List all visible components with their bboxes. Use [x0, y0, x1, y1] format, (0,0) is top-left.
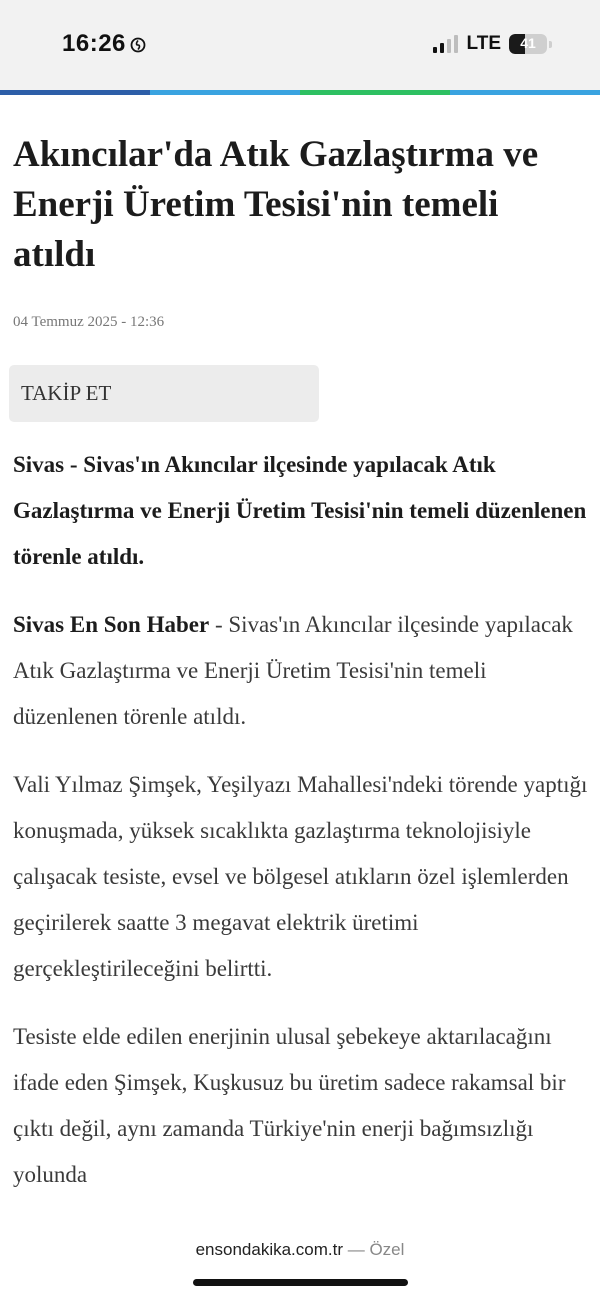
focus-mode-icon [130, 37, 146, 53]
url-suffix: — Özel [343, 1240, 405, 1259]
status-bar [0, 0, 600, 90]
accent-segment [450, 90, 600, 95]
battery-icon [509, 34, 547, 54]
url-text: ensondakika.com.tr [195, 1240, 343, 1259]
battery-percent: 41 [520, 35, 536, 51]
network-label: LTE [466, 33, 501, 54]
address-bar[interactable] [0, 1240, 600, 1260]
status-time [62, 30, 146, 58]
status-indicators [433, 33, 552, 55]
accent-segment [150, 90, 300, 95]
follow-button[interactable]: TAKİP ET [9, 365, 319, 422]
accent-segment [300, 90, 450, 95]
article-lead: Sivas - Sivas'ın Akıncılar ilçesinde yapılacak Atık Gazlaştırma ve Enerji Üretim Tesisi'nin temeli düzenlenen törenle atıldı. [13, 452, 587, 569]
battery-nub [549, 41, 552, 48]
article-paragraph [13, 602, 588, 740]
source-label: Sivas En Son Haber [13, 612, 210, 637]
paragraph-text: - Sivas'ın Akıncılar ilçesinde yapılacak Atık Gazlaştırma ve Enerji Üretim Tesisi'nin temeli düzenlenen törenle atıldı. [13, 612, 573, 729]
accent-segment [0, 90, 150, 95]
article-paragraph: Tesiste elde edilen enerjinin ulusal şebekeye aktarılacağını ifade eden Şimşek, Kuşkusuz bu üretim sadece rakamsal bir çıktı değil, aynı zamanda Türkiye'nin enerji bağımsızlığı yolunda [13, 1024, 566, 1187]
article-paragraph: Vali Yılmaz Şimşek, Yeşilyazı Mahallesi'ndeki törende yaptığı konuşmada, yüksek sıcaklıkta gazlaştırma teknolojisiyle çalışacak tesiste, evsel ve bölgesel atıkların özel işlemlerden geçirilerek saatte 3 megavat elektrik üretimi gerçekleştirileceğini belirtti. [13, 772, 588, 981]
article-title: Akıncılar'da Atık Gazlaştırma ve Enerji Üretim Tesisi'nin temeli atıldı [13, 134, 539, 275]
browser-bottom-bar [0, 1220, 600, 1300]
article-date: 04 Temmuz 2025 - 12:36 [13, 314, 165, 330]
clock-text: 16:26 [62, 30, 126, 57]
accent-stripe [0, 90, 600, 95]
signal-icon [433, 35, 459, 53]
content-fade [0, 1205, 600, 1220]
article [13, 130, 588, 1198]
home-indicator[interactable] [193, 1279, 408, 1286]
